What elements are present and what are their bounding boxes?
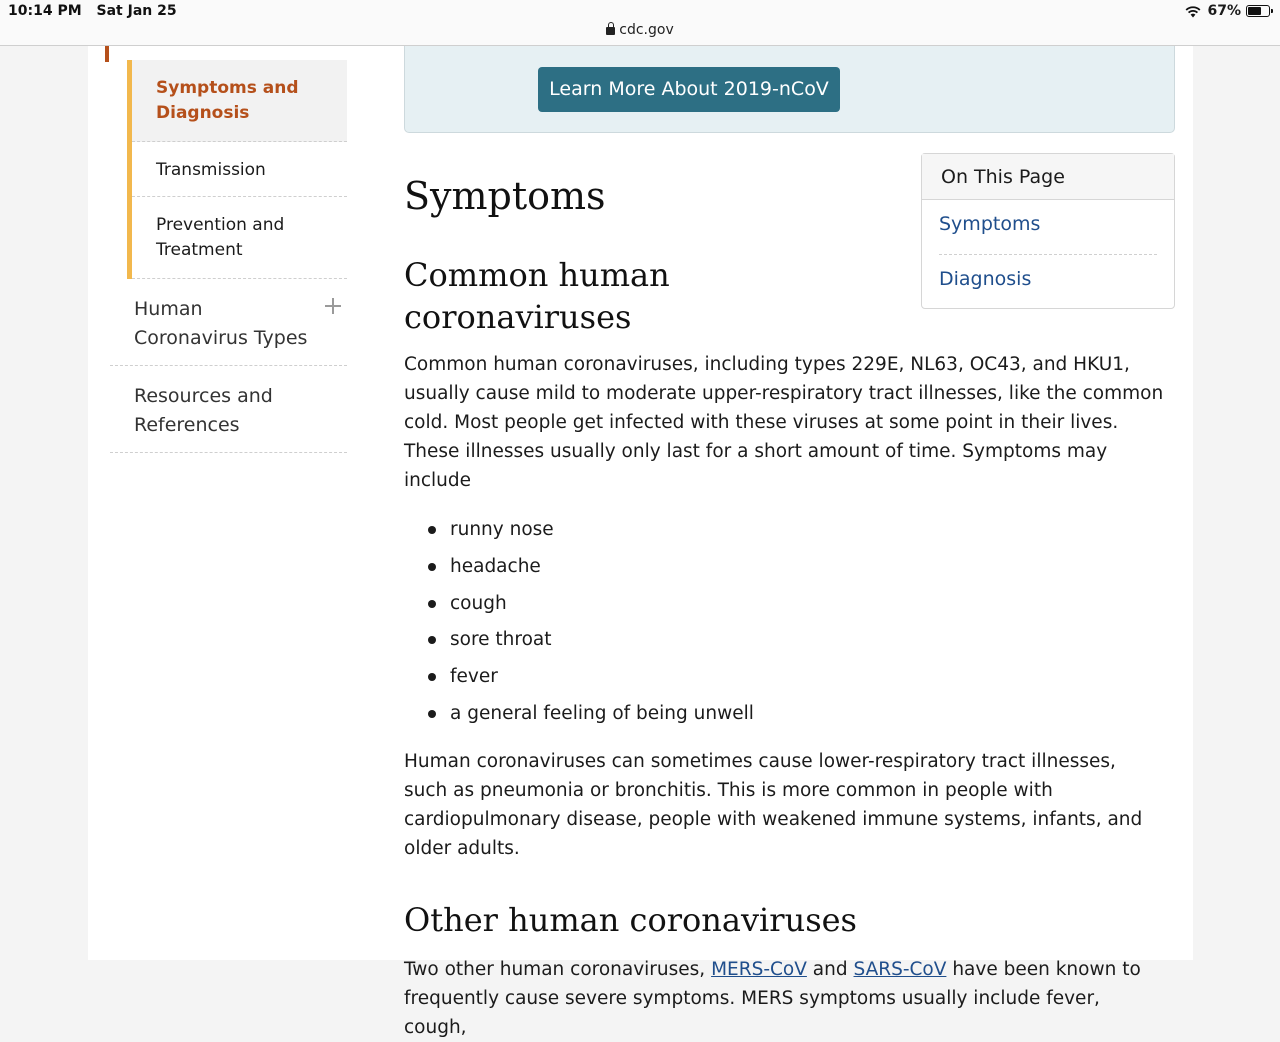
main-content — [404, 166, 1164, 1042]
battery-percent: 67% — [1207, 3, 1241, 19]
otp-link-diagnosis[interactable]: Diagnosis — [939, 268, 1032, 290]
section-paragraph — [404, 955, 1164, 1042]
sars-cov-link[interactable]: SARS-CoV — [853, 958, 947, 980]
otp-link-symptoms[interactable]: Symptoms — [939, 200, 1157, 255]
section-paragraph: Human coronaviruses can sometimes cause lower-respiratory tract illnesses, such as pneumonia or bronchitis. This is more common in people with cardiopulmonary disease, people with weakened immune systems, infants, and older adults. — [404, 750, 1143, 859]
sidebar-item-prevention-treatment[interactable]: Prevention and Treatment — [132, 197, 347, 279]
status-bar — [0, 0, 1280, 46]
list-item: cough — [404, 586, 1164, 623]
sidebar-nav — [110, 60, 347, 453]
address-bar[interactable] — [0, 22, 1280, 38]
info-banner — [404, 46, 1175, 133]
sidebar-item-symptoms-diagnosis[interactable]: Symptoms and Diagnosis — [132, 60, 347, 142]
nav-accent-bar — [105, 46, 109, 62]
mers-cov-link[interactable]: MERS-CoV — [711, 958, 807, 980]
clock-date: Sat Jan 25 — [96, 3, 177, 19]
battery-icon — [1246, 5, 1270, 17]
paragraph-text: have been known to frequently cause severe symptoms. MERS symptoms usually include fever, cough, — [404, 958, 1141, 1038]
on-this-page-title: On This Page — [922, 154, 1174, 200]
sidebar-item-transmission[interactable]: Transmission — [132, 142, 347, 197]
sidebar-item-resources-references[interactable] — [110, 366, 347, 453]
list-item: sore throat — [404, 622, 1164, 659]
sidebar-item-label: Resources and References — [134, 385, 273, 436]
paragraph-text: and — [812, 958, 848, 980]
sub-nav — [127, 60, 347, 279]
lock-icon — [606, 27, 615, 35]
learn-more-button[interactable]: Learn More About 2019-nCoV — [538, 67, 840, 112]
sidebar-item-human-coronavirus-types[interactable] — [110, 279, 347, 366]
section-heading-other: Other human coronaviruses — [404, 900, 857, 939]
list-item: fever — [404, 659, 1164, 696]
clock-time: 10:14 PM — [8, 3, 82, 19]
page — [88, 46, 1193, 1038]
battery-fill — [1248, 7, 1261, 15]
section-paragraph: Common human coronaviruses, including types 229E, NL63, OC43, and HKU1, usually cause mild to moderate upper-respiratory tract illnesses, like the common cold. Most people get infected with these viruses at some point in their lives. These illnesses usually only last for a short amount of time. Symptoms may include — [404, 354, 1164, 491]
sidebar-item-label: Human Coronavirus Types — [134, 298, 308, 349]
page-title: Symptoms — [404, 174, 606, 218]
list-item: headache — [404, 549, 1164, 586]
status-time — [8, 3, 177, 19]
section-heading-common: Common human coronaviruses — [404, 256, 670, 336]
list-item: a general feeling of being unwell — [404, 696, 1164, 733]
status-indicators — [1184, 3, 1270, 19]
url-text: cdc.gov — [619, 22, 674, 38]
paragraph-text: Two other human coronaviruses, — [404, 958, 706, 980]
symptom-list — [404, 512, 1164, 733]
list-item: runny nose — [404, 512, 1164, 549]
wifi-icon — [1184, 5, 1202, 18]
plus-icon[interactable] — [325, 298, 341, 314]
